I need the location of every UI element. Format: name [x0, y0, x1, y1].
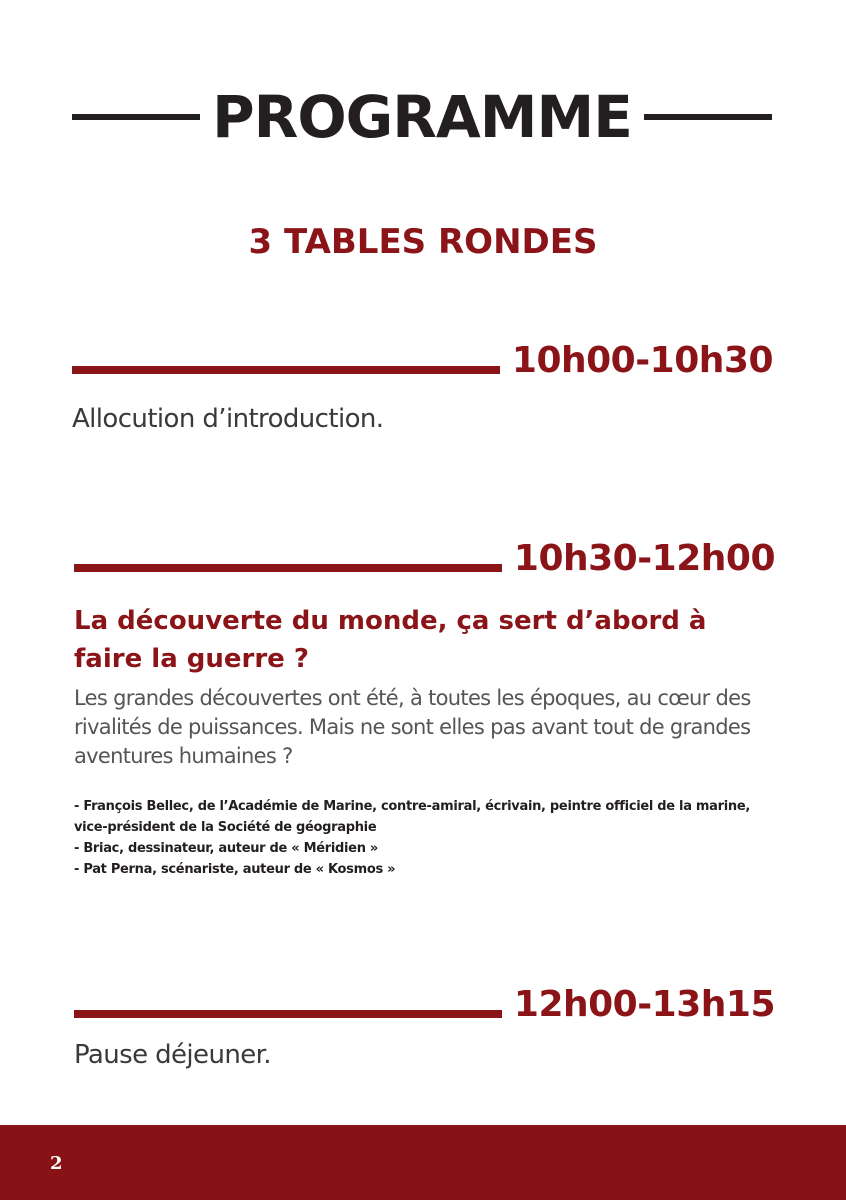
- slot-time: 10h00-10h30: [511, 340, 773, 381]
- slot-text: Allocution d’introduction.: [72, 404, 384, 434]
- speaker-line: - Pat Perna, scénariste, auteur de « Kosmos »: [74, 862, 396, 877]
- speaker-line: - Briac, dessinateur, auteur de « Méridien »: [74, 841, 378, 856]
- session-description: [74, 684, 784, 771]
- page-number: 2: [50, 1153, 63, 1174]
- title-rule-right: [644, 114, 772, 120]
- title-rule-left: [72, 114, 200, 120]
- page-title: PROGRAMME: [212, 83, 632, 151]
- speaker-line: - François Bellec, de l’Académie de Marine, contre-amiral, écrivain, peintre officiel de la marine,: [74, 799, 750, 814]
- speaker-line: vice-président de la Société de géographie: [74, 820, 377, 835]
- section-subtitle: 3 TABLES RONDES: [248, 222, 598, 262]
- slot-text: Pause déjeuner.: [74, 1040, 271, 1070]
- speaker-list: [74, 796, 784, 880]
- description-line: Les grandes découvertes ont été, à toutes les époques, au cœur des: [74, 686, 751, 710]
- slot-rule: [74, 564, 502, 572]
- session-title: [74, 602, 774, 678]
- slot-header-1: [72, 340, 773, 390]
- slot-rule: [72, 366, 500, 374]
- slot-header-3: [74, 984, 775, 1034]
- description-line: rivalités de puissances. Mais ne sont elles pas avant tout de grandes: [74, 715, 751, 739]
- slot-header-2: [74, 538, 775, 588]
- slot-rule: [74, 1010, 502, 1018]
- page-footer: [0, 1125, 846, 1200]
- description-line: aventures humaines ?: [74, 744, 293, 768]
- session-title-line: La découverte du monde, ça sert d’abord à: [74, 606, 707, 636]
- slot-time: 10h30-12h00: [513, 538, 775, 579]
- session-title-line: faire la guerre ?: [74, 644, 309, 674]
- slot-time: 12h00-13h15: [513, 984, 775, 1025]
- page-title-row: [72, 82, 772, 152]
